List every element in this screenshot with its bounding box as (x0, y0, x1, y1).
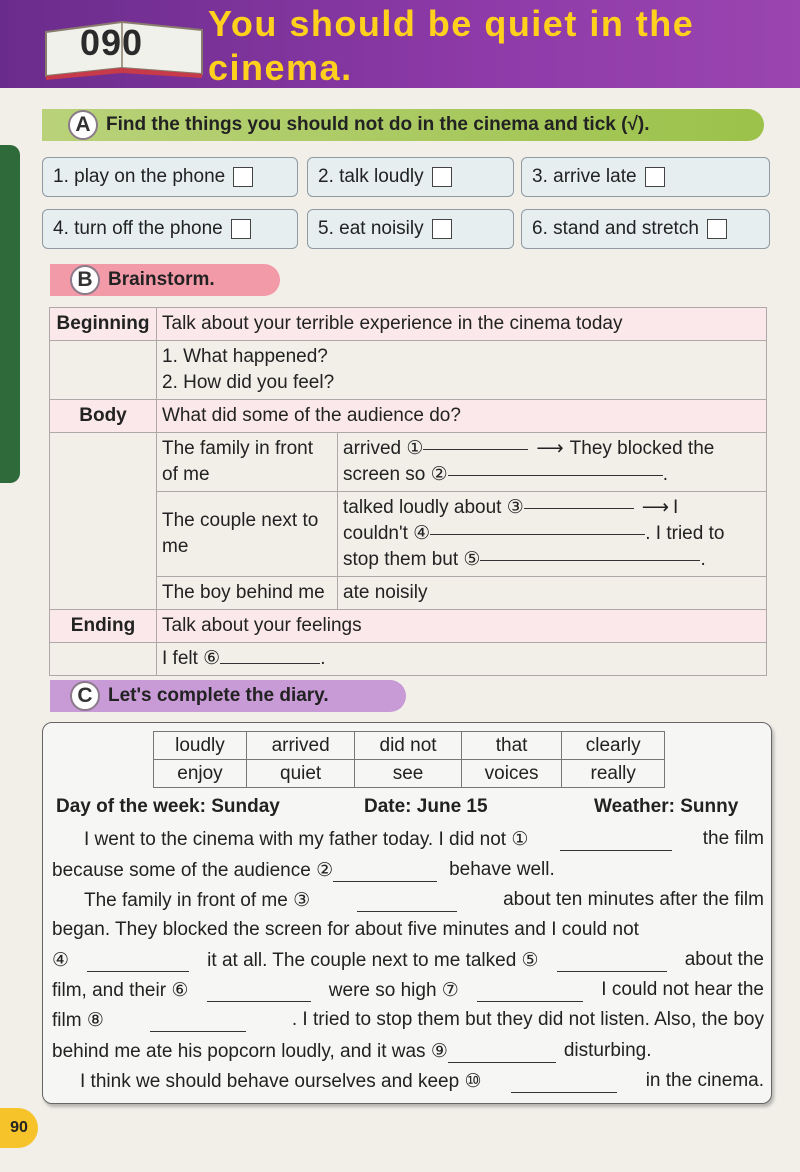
line-text: the film (702, 828, 764, 849)
word: did not (355, 732, 461, 760)
empty-cell (50, 433, 157, 610)
empty-cell (50, 643, 157, 676)
question-1: 1. What happened? (162, 346, 328, 367)
label-beginning: Beginning (50, 308, 157, 341)
couple-did: talked loudly about ③ ⟶ I couldn't ④ . I tried to stop them but ⑤ . (338, 492, 767, 577)
line-text: because some of the audience ② (52, 860, 334, 881)
label-body: Body (50, 400, 157, 433)
couple-text-5: stop them but ⑤ (343, 549, 481, 570)
option-label: 3. arrive late (532, 166, 637, 187)
line-text: I went to the cinema with my father today. I did not ① (84, 829, 529, 850)
section-c-letter: C (70, 681, 100, 711)
diary-line-7 (52, 1009, 764, 1032)
option-label: 4. turn off the phone (53, 218, 223, 239)
diary-line-8 (52, 1040, 764, 1063)
boy-did: ate noisily (338, 577, 767, 610)
blank-2[interactable] (448, 475, 663, 476)
tick-box[interactable] (231, 219, 251, 239)
line-text: in the cinema. (645, 1070, 764, 1091)
family-text-2: They blocked the (569, 438, 715, 459)
line-text: film, and their ⑥ (52, 980, 189, 1001)
word: quiet (246, 760, 354, 788)
line-text: The family in front of me ③ (84, 890, 311, 911)
label-ending: Ending (50, 610, 157, 643)
diary-line-2 (52, 859, 764, 882)
word: clearly (562, 732, 665, 760)
couple-text-2: I (673, 497, 679, 518)
option-4 (42, 209, 298, 249)
line-text: . I tried to stop them but they did not listen. Also, the boy (291, 1009, 764, 1030)
blank-6[interactable] (220, 663, 320, 664)
option-2 (307, 157, 514, 197)
blank-c2[interactable] (333, 859, 437, 882)
option-3 (521, 157, 770, 197)
blank-3[interactable] (524, 508, 634, 509)
option-6 (521, 209, 770, 249)
section-a-instruction: Find the things you should not do in the cinema and tick (√). (106, 114, 650, 135)
line-text: I could not hear the (601, 979, 764, 1000)
couple-text-3: couldn't ④ (343, 523, 431, 544)
word: really (562, 760, 665, 788)
weather: Weather: Sunny (594, 796, 739, 817)
line-text: ④ (52, 950, 70, 971)
blank-c6[interactable] (207, 979, 311, 1002)
word: arrived (246, 732, 354, 760)
word: loudly (154, 732, 247, 760)
brainstorm-table (49, 307, 767, 676)
family-text-3: screen so ② (343, 464, 448, 485)
felt-text: I felt ⑥ (162, 648, 221, 669)
blank-c7[interactable] (477, 979, 583, 1002)
lesson-number: 090 (80, 22, 144, 63)
beginning-text: Talk about your terrible experience in the cinema today (157, 308, 767, 341)
family-did: arrived ① ⟶ They blocked the screen so ② . (338, 433, 767, 492)
diary-line-6 (52, 979, 764, 1002)
ending-text: Talk about your feelings (157, 610, 767, 643)
diary-line-9 (52, 1070, 764, 1093)
tick-box[interactable] (432, 167, 452, 187)
option-1 (42, 157, 298, 197)
blank-c1[interactable] (560, 828, 672, 851)
couple-text-1: talked loudly about ③ (343, 497, 524, 518)
tick-box[interactable] (707, 219, 727, 239)
blank-c3[interactable] (357, 889, 457, 912)
page-number: 90 (0, 1108, 38, 1148)
page-title: You should be quiet in the cinema. (208, 3, 695, 88)
diary-line-1 (52, 828, 764, 851)
arrow-icon: ⟶ (641, 497, 670, 518)
diary-line-5 (52, 949, 764, 972)
date: Date: June 15 (364, 796, 488, 817)
line-text: I think we should behave ourselves and keep ⑩ (80, 1071, 482, 1092)
line-text: disturbing. (563, 1040, 652, 1061)
couple-text-4: . I tried to (645, 523, 725, 544)
side-tab (0, 145, 20, 483)
blank-1[interactable] (423, 449, 528, 450)
option-label: 6. stand and stretch (532, 218, 699, 239)
line-text: film ⑧ (52, 1010, 104, 1031)
section-c-header (50, 680, 406, 712)
option-label: 2. talk loudly (318, 166, 424, 187)
line-text: behind me ate his popcorn loudly, and it was ⑨ (52, 1041, 448, 1062)
diary-line-4 (52, 919, 764, 941)
blank-4[interactable] (430, 534, 645, 535)
line-text: were so high ⑦ (328, 980, 459, 1001)
section-b-letter: B (70, 265, 100, 295)
questions-cell (157, 341, 767, 400)
body-text: What did some of the audience do? (157, 400, 767, 433)
line-text: began. They blocked the screen for about five minutes and I could not (52, 919, 639, 940)
tick-box[interactable] (432, 219, 452, 239)
couple-who: The couple next to me (157, 492, 338, 577)
family-text-1: arrived ① (343, 438, 424, 459)
blank-c5[interactable] (557, 949, 667, 972)
section-c-title: Let's complete the diary. (108, 685, 329, 706)
word: that (461, 732, 562, 760)
word: enjoy (154, 760, 247, 788)
arrow-icon: ⟶ (536, 438, 564, 459)
line-text: behave well. (449, 859, 555, 880)
option-5 (307, 209, 514, 249)
empty-cell (50, 341, 157, 400)
blank-c9[interactable] (448, 1040, 556, 1063)
section-b-header (50, 264, 280, 296)
word: see (355, 760, 461, 788)
line-text: it at all. The couple next to me talked ⑤ (207, 950, 539, 971)
section-a-header (42, 109, 764, 141)
felt-cell: I felt ⑥ . (157, 643, 767, 676)
tick-box[interactable] (233, 167, 253, 187)
option-label: 1. play on the phone (53, 166, 226, 187)
option-label: 5. eat noisily (318, 218, 424, 239)
day-of-week: Day of the week: Sunday (56, 796, 280, 817)
tick-box[interactable] (645, 167, 665, 187)
section-a-letter: A (68, 110, 98, 140)
blank-c4[interactable] (87, 949, 189, 972)
question-2: 2. How did you feel? (162, 372, 335, 393)
line-text: about the (684, 949, 764, 970)
boy-who: The boy behind me (157, 577, 338, 610)
diary-line-3 (52, 889, 764, 912)
blank-5[interactable] (480, 560, 700, 561)
word-bank (153, 731, 665, 788)
word: voices (461, 760, 562, 788)
section-b-title: Brainstorm. (108, 269, 215, 290)
family-who: The family in front of me (157, 433, 338, 492)
line-text: about ten minutes after the film (503, 889, 764, 910)
blank-c10[interactable] (511, 1070, 617, 1093)
blank-c8[interactable] (150, 1009, 246, 1032)
